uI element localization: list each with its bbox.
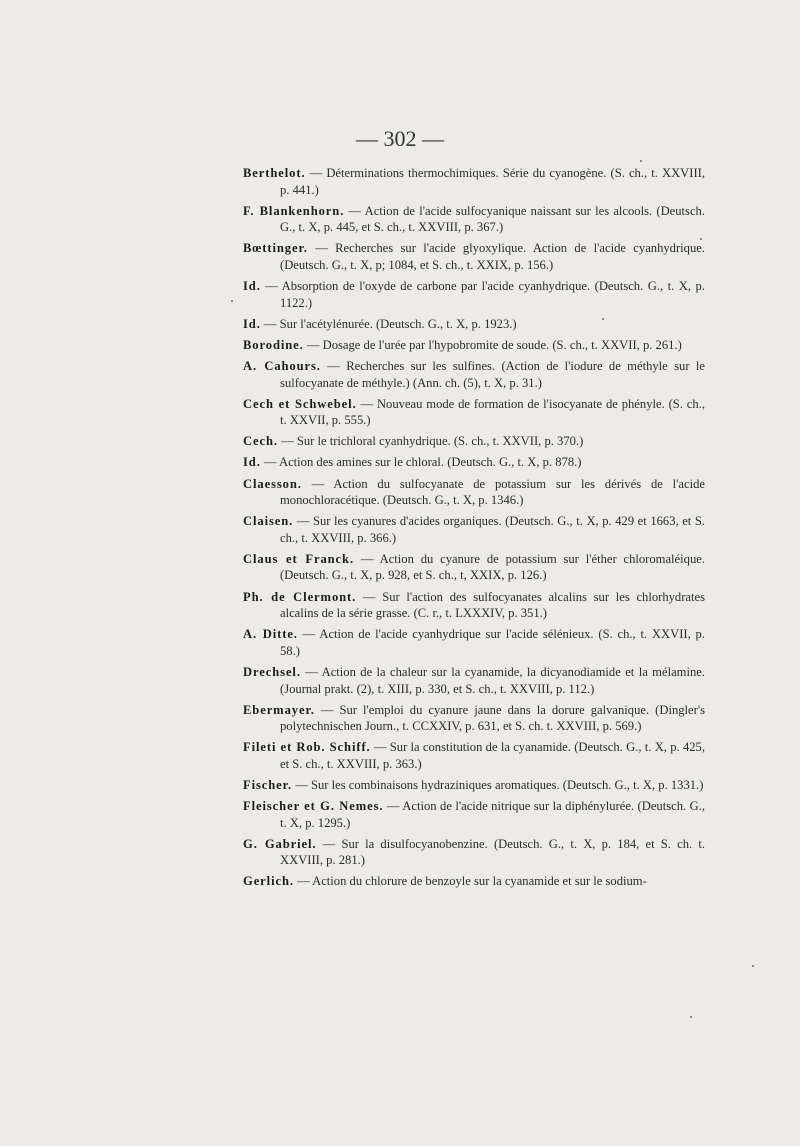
bibliography-entry [243,777,705,794]
bibliography-entry [243,476,705,509]
entry-text: — Nouveau mode de formation de l'isocyanate de phényle. (S. ch., t. XXVII, p. 555.) [280,396,705,428]
entry-author: Fischer. [243,778,293,792]
entry-text: — Action de l'acide nitrique sur la diphénylurée. (Deutsch. G., t. X, p. 1295.) [280,799,705,830]
entry-text: — Action de la chaleur sur la cyanamide, la dicyanodiamide et la mélamine. (Journal prakt. (2), t. XIII, p. 330, et S. ch., t. XXVIII, p. 112.) [280,664,705,696]
entry-text: — Action de l'acide sulfocyanique naissant sur les alcools. (Deutsch. G., t. X, p. 445, et S. ch., t. XXVIII, p. 367.) [280,203,705,235]
bibliography-entry [243,240,705,273]
bibliography-entry [243,589,705,622]
entry-author: Cech et Schwebel. [243,396,357,411]
entry-author: Bœttinger. [243,241,308,256]
bibliography-entry [243,396,705,429]
entry-text: — Action des amines sur le chloral. (Deutsch. G., t. X, p. 878.) [263,455,582,470]
entry-author: Ph. de Clermont. [243,589,357,604]
entry-author: Ebermayer. [243,702,315,717]
bibliography-entry [243,358,705,391]
entry-author: Gerlich. [243,874,294,889]
entry-author: A. Cahours. [243,358,321,373]
entry-author: A. Ditte. [243,627,298,642]
entry-author: Id. [243,279,261,294]
entry-text: — Sur les cyanures d'acides organiques. (Deutsch. G., t. X, p. 429 et 1663, et S. ch., t. XXVIII, p. 366.) [280,514,705,545]
entry-author: G. Gabriel. [243,836,317,851]
entry-author: Fileti et Rob. Schiff. [243,740,371,755]
speck [690,1016,692,1018]
bibliography-entry [243,433,705,450]
entry-text: — Sur l'emploi du cyanure jaune dans la dorure galvanique. (Dingler's polytechnischen Journ., t. CCXXIV, p. 631, et S. ch. t. XXVIII, p. 569.) [280,702,705,734]
entry-text: — Absorption de l'oxyde de carbone par l'acide cyanhydrique. (Deutsch. G., t. X, p. 1122.) [265,279,705,310]
entry-text: — Action du cyanure de potassium sur l'éther chloromaléique. (Deutsch. G., t. X, p. 928, et S. ch., t, XXIX, p. 126.) [280,551,705,583]
entry-text: — Action de l'acide cyanhydrique sur l'acide sélénieux. (S. ch., t. XXVII, p. 58.) [280,627,705,658]
entry-author: Claisen. [243,514,294,529]
bibliography-entry [243,454,705,471]
entry-author: F. Blankenhorn. [243,203,345,218]
bibliography-entry [243,278,705,311]
speck [602,318,604,320]
entry-text: — Action du chlorure de benzoyle sur la cyanamide et sur le sodium- [297,874,647,889]
entry-author: Id. [243,455,261,470]
bibliography-entry [243,316,705,333]
page-number: — 302 — [356,126,444,151]
bibliography-entry [243,513,705,546]
entry-text: — Sur la disulfocyanobenzine. (Deutsch. G., t. X, p. 184, et S. ch. t. XXVIII, p. 281.) [280,836,705,868]
entry-text: — Déterminations thermochimiques. Série du cyanogène. (S. ch., t. XXVIII, p. 441.) [280,166,705,197]
entry-author: Claesson. [243,476,302,491]
bibliography-entry [243,165,705,198]
entry-author: Berthelot. [243,166,306,180]
bibliography-entry [243,626,705,659]
entry-author: Drechsel. [243,664,301,679]
entry-text: — Sur l'action des sulfocyanates alcalins sur les chlorhydrates alcalins de la série grasse. (C. r., t. LXXXIV, p. 351.) [280,589,705,621]
bibliography-entry [243,798,705,831]
speck [700,238,702,240]
entry-author: Claus et Franck. [243,551,354,566]
speck [231,300,233,302]
speck [640,160,642,162]
bibliography-entry [243,664,705,697]
bibliography-entry [243,702,705,735]
entry-text: — Action du sulfocyanate de potassium sur les dérivés de l'acide monochloracétique. (Deutsch. G., t. X, p. 1346.) [280,476,705,508]
entry-text: — Dosage de l'urée par l'hypobromite de soude. (S. ch., t. XXVII, p. 261.) [306,337,682,352]
bibliography-entry [243,337,705,354]
bibliography-list [243,165,705,895]
bibliography-entry [243,551,705,584]
entry-author: Id. [243,316,261,331]
entry-text: — Sur les combinaisons hydraziniques aromatiques. (Deutsch. G., t. X, p. 1331.) [295,778,704,792]
bibliography-entry [243,873,705,890]
entry-author: Fleischer et G. Nemes. [243,799,384,814]
entry-text: — Sur le trichloral cyanhydrique. (S. ch., t. XXVII, p. 370.) [281,434,584,449]
bibliography-entry [243,203,705,236]
bibliography-entry [243,836,705,869]
entry-author: Borodine. [243,337,304,352]
entry-text: — Sur l'acétylénurée. (Deutsch. G., t. X, p. 1923.) [263,316,517,331]
speck [752,965,754,967]
entry-author: Cech. [243,434,278,449]
entry-text: — Sur la constitution de la cyanamide. (Deutsch. G., t. X, p. 425, et S. ch., t. XXVIII, p. 363.) [280,740,705,771]
entry-text: — Recherches sur l'acide glyoxylique. Action de l'acide cyanhydrique. (Deutsch. G., t. X, p; 1084, et S. ch., t. XXIX, p. 156.) [280,241,705,272]
entry-text: — Recherches sur les sulfines. (Action de l'iodure de méthyle sur le sulfocyanate de méthyle.) (Ann. ch. (5), t. X, p. 31.) [280,358,705,390]
bibliography-entry [243,739,705,772]
